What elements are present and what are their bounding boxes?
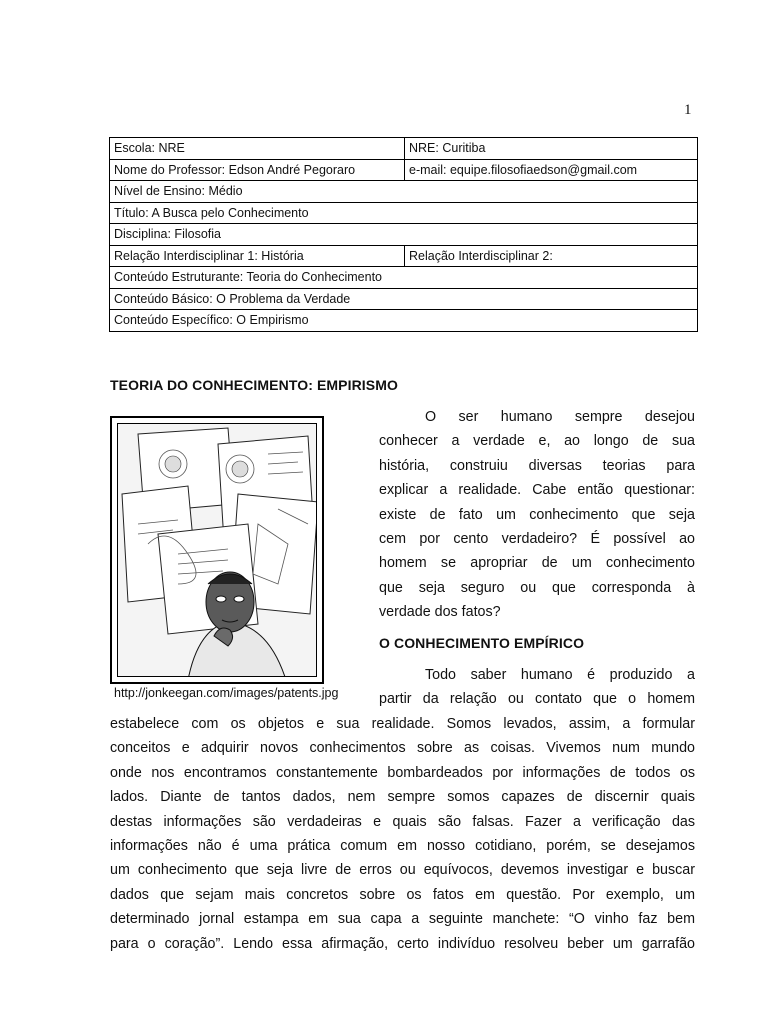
table-row bbox=[110, 202, 698, 224]
relation-2-cell: Relação Interdisciplinar 2: bbox=[405, 245, 698, 267]
specific-content-cell: Conteúdo Específico: O Empirismo bbox=[110, 310, 698, 332]
discipline-cell: Disciplina: Filosofia bbox=[110, 224, 698, 246]
illustration-figure bbox=[110, 416, 324, 684]
body-paragraph-start bbox=[379, 663, 695, 712]
figure-caption: http://jonkeegan.com/images/patents.jpg bbox=[114, 686, 339, 700]
text-line: para o coração”. Lendo essa afirmação, certo indivíduo resolveu beber um garrafão bbox=[110, 935, 695, 952]
page-number: 1 bbox=[684, 102, 692, 118]
table-row bbox=[110, 267, 698, 289]
level-cell: Nível de Ensino: Médio bbox=[110, 181, 698, 203]
table-row bbox=[110, 310, 698, 332]
table-row bbox=[110, 159, 698, 181]
text-line: verdade dos fatos? bbox=[379, 604, 501, 621]
subheading: O CONHECIMENTO EMPÍRICO bbox=[379, 635, 585, 651]
relation-1-cell: Relação Interdisciplinar 1: História bbox=[110, 245, 405, 267]
text-line: conhecer a verdade e, ao longo de sua bbox=[379, 433, 695, 450]
teacher-cell: Nome do Professor: Edson André Pegoraro bbox=[110, 159, 405, 181]
text-line: informações não é uma prática comum em nosso cotidiano, porém, se desejamos bbox=[110, 837, 695, 854]
structuring-content-cell: Conteúdo Estruturante: Teoria do Conhecimento bbox=[110, 267, 698, 289]
text-line: que seja seguro ou que corresponda à bbox=[379, 579, 695, 596]
illustration-image bbox=[117, 423, 317, 677]
text-line: existe de fato um conhecimento que seja bbox=[379, 506, 695, 523]
text-line: cem por cento verdadeiro? É possível ao bbox=[379, 530, 695, 547]
text-line: estabelece com os objetos e sua realidade. Somos levados, assim, a formular bbox=[110, 716, 695, 732]
table-row bbox=[110, 138, 698, 160]
info-table bbox=[109, 137, 698, 332]
table-row bbox=[110, 181, 698, 203]
text-line: onde nos encontramos constantemente bombardeados por informações de todos os bbox=[110, 764, 695, 781]
text-line: lados. Diante de tantos dados, nem sempre somos capazes de discernir quais bbox=[110, 789, 695, 806]
text-line: explicar a realidade. Cabe então questionar: bbox=[379, 482, 695, 499]
table-row bbox=[110, 224, 698, 246]
body-paragraph bbox=[110, 712, 695, 956]
text-line: destas informações são verdadeiras e quais são falsas. Fazer a verificação das bbox=[110, 813, 695, 830]
text-line: determinado jornal estampa em sua capa a seguinte manchete: “O vinho faz bem bbox=[110, 911, 695, 928]
basic-content-cell: Conteúdo Básico: O Problema da Verdade bbox=[110, 288, 698, 310]
text-line: O ser humano sempre desejou bbox=[425, 409, 695, 425]
text-line: Todo saber humano é produzido a bbox=[425, 667, 695, 683]
text-line: história, construiu diversas teorias para bbox=[379, 457, 695, 474]
intro-paragraph bbox=[379, 405, 695, 625]
table-row bbox=[110, 245, 698, 267]
text-line: um conhecimento que seja livre de erros ou equívocos, devemos investigar e buscar bbox=[110, 862, 695, 879]
email-cell: e-mail: equipe.filosofiaedson@gmail.com bbox=[405, 159, 698, 181]
nre-cell: NRE: Curitiba bbox=[405, 138, 698, 160]
text-line: conceitos e adquirir novos conhecimentos sobre as coisas. Vivemos num mundo bbox=[110, 740, 695, 757]
title-cell: Título: A Busca pelo Conhecimento bbox=[110, 202, 698, 224]
table-row bbox=[110, 288, 698, 310]
text-line: dados que sejam mais concretos sobre os fatos em questão. Por exemplo, um bbox=[110, 886, 695, 903]
text-line: partir da relação ou contato que o homem bbox=[379, 691, 695, 708]
section-title: TEORIA DO CONHECIMENTO: EMPIRISMO bbox=[110, 377, 398, 393]
school-cell: Escola: NRE bbox=[110, 138, 405, 160]
text-line: homem se apropriar de um conhecimento bbox=[379, 555, 695, 572]
